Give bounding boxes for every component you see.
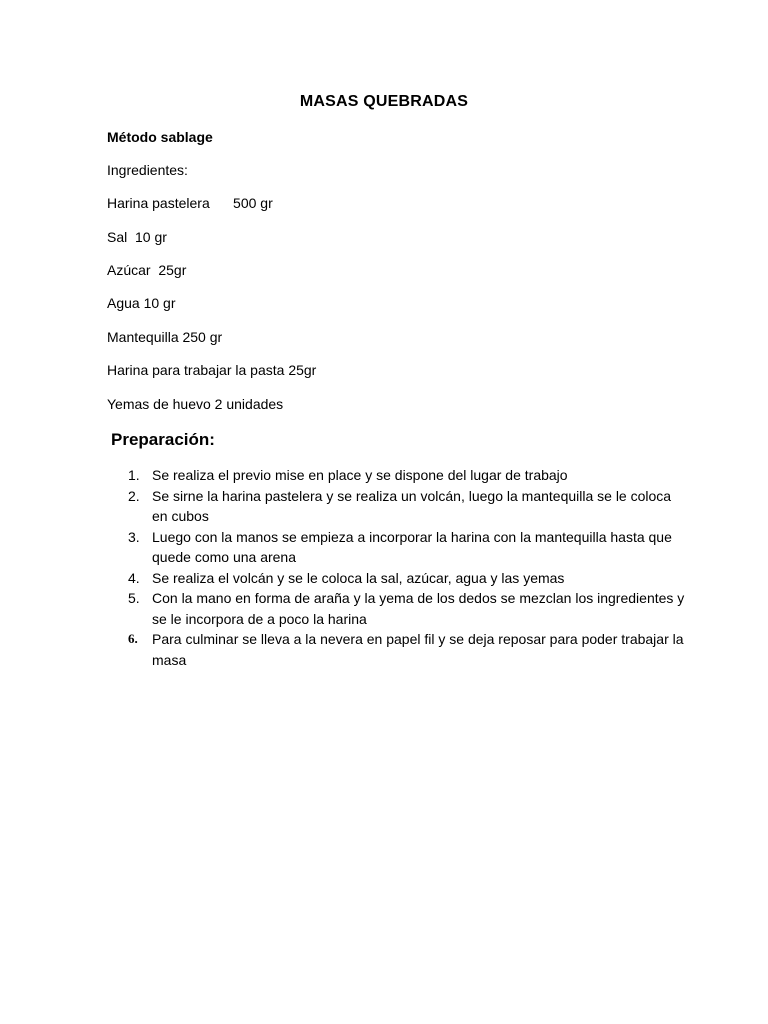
step-number: 5.: [128, 590, 140, 606]
ingredient-line: Yemas de huevo 2 unidades: [107, 396, 284, 412]
ingredient-line: Azúcar 25gr: [107, 262, 187, 278]
preparation-steps-list: [128, 465, 688, 670]
preparation-heading: Preparación:: [111, 430, 215, 449]
step-item: [128, 527, 688, 568]
step-number: 6.: [128, 631, 138, 646]
step-text: Para culminar se lleva a la nevera en papel fil y se deja reposar para poder trabajar la masa: [152, 631, 684, 668]
method-subtitle: Método sablage: [107, 129, 213, 145]
step-item: [128, 486, 688, 527]
ingredient-line: Harina para trabajar la pasta 25gr: [107, 362, 317, 378]
step-number: 2.: [128, 487, 140, 504]
ingredient-line: Mantequilla 250 gr: [107, 329, 223, 345]
step-item: [128, 465, 688, 486]
step-text: Se realiza el previo mise en place y se dispone del lugar de trabajo: [152, 467, 568, 483]
step-number: 4.: [128, 569, 140, 586]
step-number: 1.: [128, 467, 140, 483]
step-text: Se realiza el volcán y se le coloca la sal, azúcar, agua y las yemas: [152, 569, 565, 586]
ingredient-line: Sal 10 gr: [107, 229, 167, 245]
step-text: Luego con la manos se empieza a incorporar la harina con la mantequilla hasta que quede como una arena: [152, 528, 672, 565]
step-item: [128, 588, 688, 629]
ingredients-label: Ingredientes:: [107, 162, 188, 178]
step-number: 3.: [128, 528, 140, 545]
step-text: Se sirne la harina pastelera y se realiza un volcán, luego la mantequilla se le coloca en cubos: [152, 487, 672, 524]
step-item: [128, 568, 688, 589]
step-text: Con la mano en forma de araña y la yema de los dedos se mezclan los ingredientes y se le incorpora de a poco la harina: [152, 590, 685, 627]
ingredient-line: Agua 10 gr: [107, 295, 176, 311]
step-item: [128, 629, 688, 670]
ingredient-line: Harina pastelera 500 gr: [107, 195, 273, 211]
document-title: MASAS QUEBRADAS: [299, 93, 469, 110]
